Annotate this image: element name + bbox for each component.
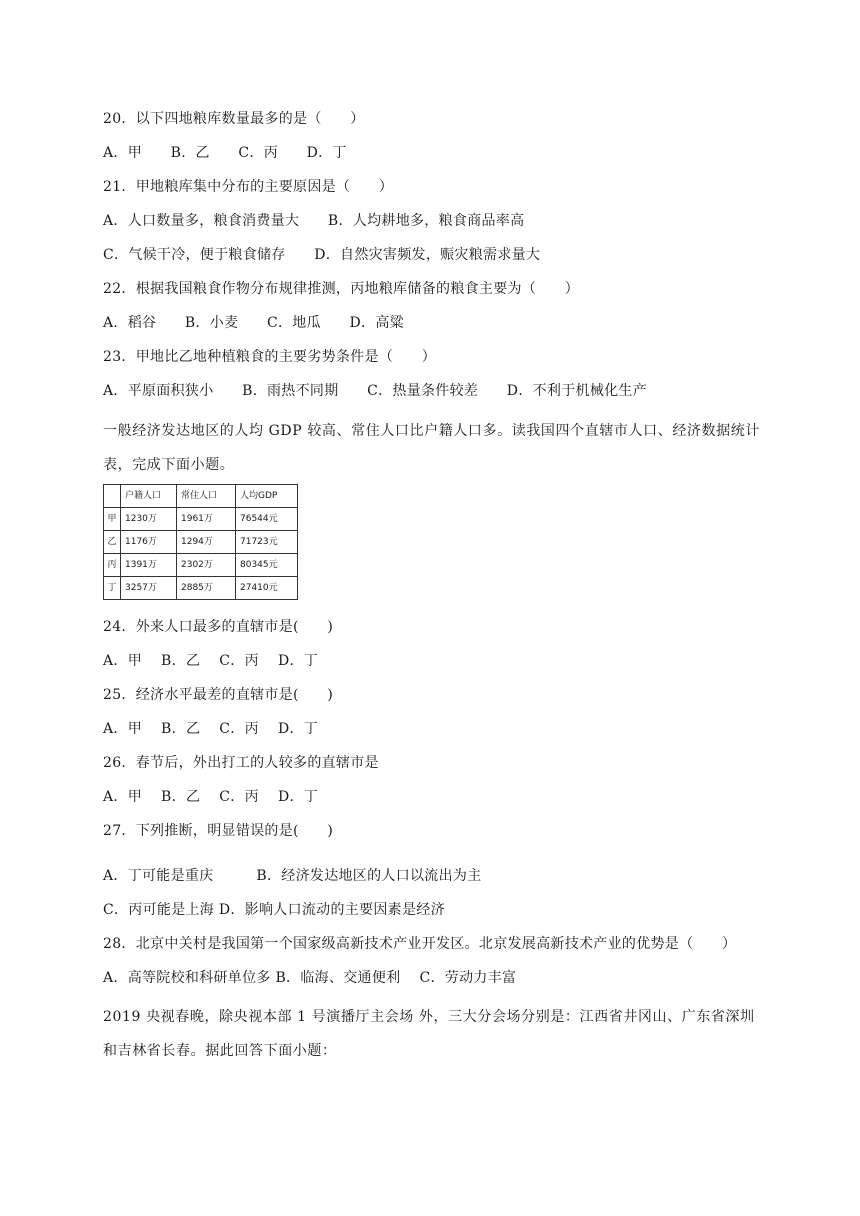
table-cell: 丙 xyxy=(104,554,121,577)
q22-options: A．稻谷 B．小麦 C．地瓜 D．高粱 xyxy=(103,315,404,331)
table-cell: 乙 xyxy=(104,531,121,554)
table-cell: 71723元 xyxy=(236,531,298,554)
table-header-row xyxy=(104,485,298,508)
table-row xyxy=(104,531,298,554)
q24-options: A．甲 B．乙 C．丙 D．丁 xyxy=(103,653,319,669)
q27-stem: 27．下列推断，明显错误的是( ) xyxy=(103,823,334,839)
table-header-cell: 常住人口 xyxy=(177,485,236,508)
q21-stem: 21．甲地粮库集中分布的主要原因是（ ） xyxy=(103,179,394,195)
table-row xyxy=(104,577,298,600)
q22-stem: 22．根据我国粮食作物分布规律推测，丙地粮库储备的粮食主要为（ ） xyxy=(103,281,580,297)
table-cell: 2885万 xyxy=(177,577,236,600)
population-economy-table xyxy=(103,484,298,600)
table-cell: 甲 xyxy=(104,508,121,531)
table-cell: 80345元 xyxy=(236,554,298,577)
q28-options: A．高等院校和科研单位多 B．临海、交通便利 C．劳动力丰富 xyxy=(103,970,517,986)
table-cell: 1230万 xyxy=(121,508,177,531)
intro-paragraph-2: 2019 央视春晚，除央视本部 1 号演播厅主会场 外，三大分会场分别是：江西省井冈山、广东省深圳和吉林省长春。据此回答下面小题： xyxy=(103,1009,755,1059)
q25-options: A．甲 B．乙 C．丙 D．丁 xyxy=(103,721,319,737)
q20-options: A．甲 B．乙 C．丙 D．丁 xyxy=(103,145,347,161)
q21-options-1: A．人口数量多，粮食消费量大 B．人均耕地多，粮食商品率高 xyxy=(103,213,525,229)
table-row xyxy=(104,554,298,577)
table-cell: 76544元 xyxy=(236,508,298,531)
table-header-cell: 户籍人口 xyxy=(121,485,177,508)
table-cell: 丁 xyxy=(104,577,121,600)
q27-options-2: C．丙可能是上海 D．影响人口流动的主要因素是经济 xyxy=(103,902,445,918)
q20-stem: 20．以下四地粮库数量最多的是（ ） xyxy=(103,111,365,127)
q23-options: A．平原面积狭小 B．雨热不同期 C．热量条件较差 D．不利于机械化生产 xyxy=(103,383,648,399)
q27-options-1: A．丁可能是重庆 B．经济发达地区的人口以流出为主 xyxy=(103,868,482,884)
table-header-cell xyxy=(104,485,121,508)
q21-options-2: C．气候干冷，便于粮食储存 D．自然灾害频发，赈灾粮需求量大 xyxy=(103,247,541,263)
table-cell: 1961万 xyxy=(177,508,236,531)
table-cell: 27410元 xyxy=(236,577,298,600)
q26-stem: 26．春节后，外出打工的人较多的直辖市是 xyxy=(103,755,379,771)
table-cell: 1294万 xyxy=(177,531,236,554)
intro-paragraph-1: 一般经济发达地区的人均 GDP 较高、常住人口比户籍人口多。读我国四个直辖市人口、经济数据统计表，完成下面小题。 xyxy=(103,423,760,473)
q24-stem: 24．外来人口最多的直辖市是( ) xyxy=(103,619,334,635)
q25-stem: 25．经济水平最差的直辖市是( ) xyxy=(103,687,334,703)
table-cell: 1176万 xyxy=(121,531,177,554)
table-cell: 2302万 xyxy=(177,554,236,577)
q23-stem: 23．甲地比乙地种植粮食的主要劣势条件是（ ） xyxy=(103,349,437,365)
q28-stem: 28．北京中关村是我国第一个国家级高新技术产业开发区。北京发展高新技术产业的优势是（ ） xyxy=(103,936,737,952)
table-cell: 3257万 xyxy=(121,577,177,600)
q26-options: A．甲 B．乙 C．丙 D．丁 xyxy=(103,789,319,805)
table-row xyxy=(104,508,298,531)
table-cell: 1391万 xyxy=(121,554,177,577)
table-header-cell: 人均GDP xyxy=(236,485,298,508)
